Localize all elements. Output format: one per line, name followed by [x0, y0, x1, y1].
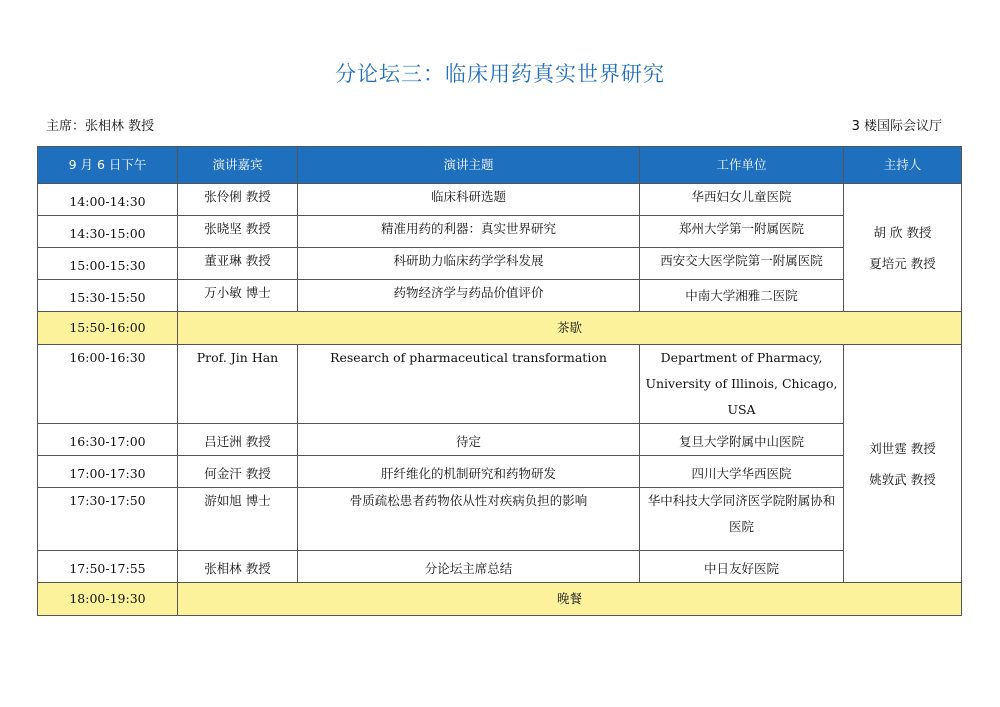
- session-speaker: 何金汗 教授: [178, 456, 298, 488]
- session-hosts-1: [844, 184, 962, 312]
- session-topic: 药物经济学与药品价值评价: [298, 280, 640, 312]
- session-speaker: Prof. Jin Han: [178, 345, 298, 424]
- session-time: 17:50-17:55: [38, 551, 178, 583]
- session-speaker: 张晓坚 教授: [178, 216, 298, 248]
- table-row: [38, 248, 962, 280]
- host-name: 胡 欣 教授: [873, 224, 932, 240]
- session-hosts-2: [844, 345, 962, 583]
- session-topic: 临床科研选题: [298, 184, 640, 216]
- session-topic: 分论坛主席总结: [298, 551, 640, 583]
- session-time: 15:00-15:30: [38, 248, 178, 280]
- schedule-table: [37, 146, 962, 616]
- break-row-tea: [38, 312, 962, 345]
- session-org: 中南大学湘雅二医院: [640, 280, 844, 312]
- session-time: 17:30-17:50: [38, 488, 178, 551]
- session-topic: 肝纤维化的机制研究和药物研发: [298, 456, 640, 488]
- table-row: [38, 551, 962, 583]
- session-topic: 骨质疏松患者药物依从性对疾病负担的影响: [298, 488, 640, 551]
- session-time: 15:30-15:50: [38, 280, 178, 312]
- break-time: 18:00-19:30: [38, 583, 178, 616]
- table-row: [38, 184, 962, 216]
- table-row: [38, 424, 962, 456]
- session-time: 14:30-15:00: [38, 216, 178, 248]
- session-topic: Research of pharmaceutical transformation: [298, 345, 640, 424]
- break-label: 晚餐: [178, 583, 962, 616]
- venue-info: 3 楼国际会议厅: [851, 119, 942, 134]
- session-speaker: 游如旭 博士: [178, 488, 298, 551]
- session-topic: 待定: [298, 424, 640, 456]
- chair-info: 主席：张相林 教授: [46, 119, 155, 134]
- session-org: 郑州大学第一附属医院: [640, 216, 844, 248]
- session-time: 16:00-16:30: [38, 345, 178, 424]
- table-row: [38, 488, 962, 551]
- session-topic: 精准用药的利器：真实世界研究: [298, 216, 640, 248]
- session-speaker: 张相林 教授: [178, 551, 298, 583]
- session-speaker: 张伶俐 教授: [178, 184, 298, 216]
- session-org: 西安交大医学院第一附属医院: [640, 248, 844, 280]
- session-org: 华中科技大学同济医学院附属协和医院: [640, 488, 844, 551]
- session-time: 14:00-14:30: [38, 184, 178, 216]
- table-row: [38, 280, 962, 312]
- header-speaker: 演讲嘉宾: [178, 147, 298, 184]
- break-row-dinner: [38, 583, 962, 616]
- session-topic: 科研助力临床药学学科发展: [298, 248, 640, 280]
- session-org: 华西妇女儿童医院: [640, 184, 844, 216]
- session-speaker: 吕迁洲 教授: [178, 424, 298, 456]
- session-org: Department of Pharmacy, University of Illinois, Chicago, USA: [640, 345, 844, 424]
- table-row: [38, 456, 962, 488]
- table-row: [38, 345, 962, 424]
- header-topic: 演讲主题: [298, 147, 640, 184]
- session-time: 17:00-17:30: [38, 456, 178, 488]
- session-speaker: 董亚琳 教授: [178, 248, 298, 280]
- session-org: 中日友好医院: [640, 551, 844, 583]
- session-org: 四川大学华西医院: [640, 456, 844, 488]
- table-row: [38, 216, 962, 248]
- header-row: [38, 147, 962, 184]
- session-org: 复旦大学附属中山医院: [640, 424, 844, 456]
- header-host: 主持人: [844, 147, 962, 184]
- session-speaker: 万小敏 博士: [178, 280, 298, 312]
- host-name: 刘世霆 教授: [869, 440, 936, 456]
- break-time: 15:50-16:00: [38, 312, 178, 345]
- host-name: 姚敦武 教授: [869, 471, 936, 487]
- session-time: 16:30-17:00: [38, 424, 178, 456]
- header-org: 工作单位: [640, 147, 844, 184]
- header-time: 9 月 6 日下午: [38, 147, 178, 184]
- break-label: 茶歇: [178, 312, 962, 345]
- page-title: 分论坛三：临床用药真实世界研究: [335, 62, 665, 86]
- host-name: 夏培元 教授: [869, 255, 936, 271]
